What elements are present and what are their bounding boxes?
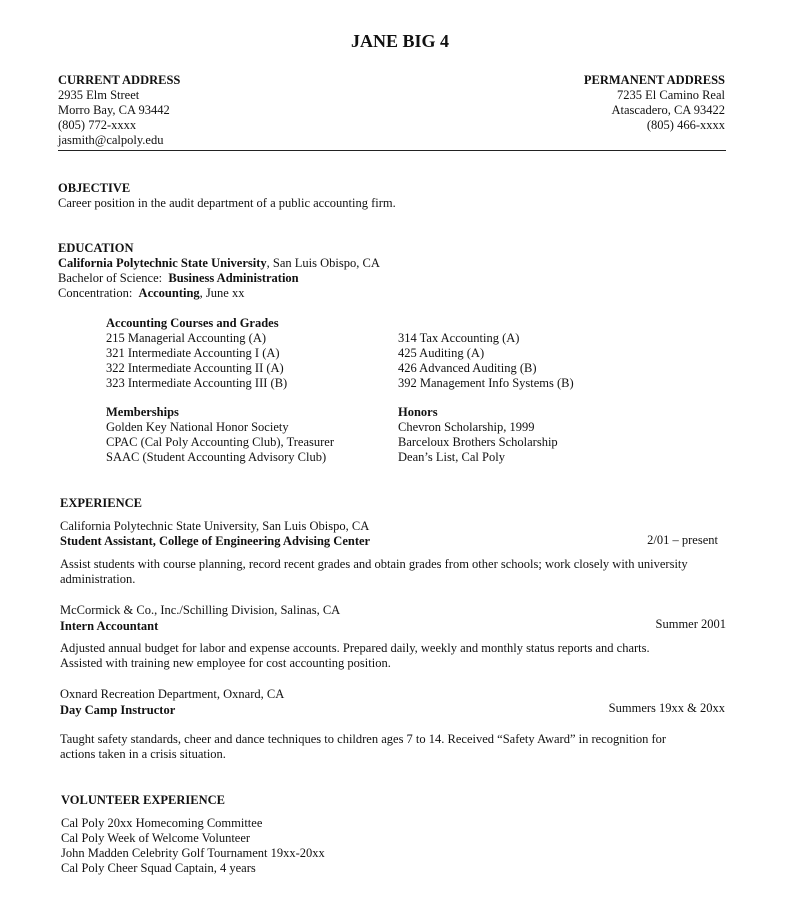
courses-right (398, 331, 574, 391)
course-item: 321 Intermediate Accounting I (A) (106, 346, 280, 360)
volunteer-item: John Madden Celebrity Golf Tournament 19xx-20xx (61, 846, 325, 860)
permanent-address-heading: PERMANENT ADDRESS (583, 73, 725, 87)
resume-name: JANE BIG 4 (350, 31, 449, 51)
education-school (58, 256, 380, 271)
school-name: California Polytechnic State University (58, 256, 267, 270)
courses-heading: Accounting Courses and Grades (106, 316, 279, 330)
membership-item: CPAC (Cal Poly Accounting Club), Treasurer (106, 435, 335, 449)
permanent-address-line: Atascadero, CA 93422 (611, 103, 725, 117)
job-description (60, 732, 666, 762)
concentration-date: , June xx (199, 286, 245, 300)
job-employer: McCormick & Co., Inc./Schilling Division, Salinas, CA (60, 603, 341, 617)
header-divider (58, 150, 726, 151)
degree-prefix: Bachelor of Science: (58, 271, 169, 285)
course-item: 323 Intermediate Accounting III (B) (106, 376, 288, 390)
job-employer: Oxnard Recreation Department, Oxnard, CA (60, 687, 285, 701)
experience-heading: EXPERIENCE (60, 496, 142, 510)
current-address-heading: CURRENT ADDRESS (58, 73, 181, 87)
job-description-line: actions taken in a crisis situation. (60, 747, 226, 761)
education-degree (58, 271, 380, 286)
job-description-line: Assisted with training new employee for cost accounting position. (60, 656, 391, 670)
current-address-line: 2935 Elm Street (58, 88, 140, 102)
job-description-line: administration. (60, 572, 136, 586)
education-concentration (58, 286, 380, 301)
job-description (60, 557, 688, 587)
concentration-prefix: Concentration: (58, 286, 139, 300)
education-section (58, 241, 380, 301)
job-title: Day Camp Instructor (60, 703, 176, 717)
volunteer-item: Cal Poly Week of Welcome Volunteer (61, 831, 251, 845)
volunteer-item: Cal Poly 20xx Homecoming Committee (61, 816, 263, 830)
permanent-address-line: (805) 466-xxxx (646, 118, 725, 132)
school-location: , San Luis Obispo, CA (266, 256, 380, 270)
membership-item: Golden Key National Honor Society (106, 420, 289, 434)
memberships-heading: Memberships (106, 405, 179, 419)
courses-left (106, 316, 287, 391)
education-heading: EDUCATION (58, 241, 134, 255)
course-item: 314 Tax Accounting (A) (398, 331, 520, 345)
volunteer-list (61, 816, 325, 876)
honor-item: Dean’s List, Cal Poly (398, 450, 505, 464)
permanent-address (584, 73, 725, 133)
job-description-line: Taught safety standards, cheer and dance techniques to children ages 7 to 14. Received “Safety Award” in recognition for (60, 732, 667, 746)
job-title: Intern Accountant (60, 619, 159, 633)
job-description-line: Assist students with course planning, record recent grades and obtain grades from other schools; work closely with university (60, 557, 688, 571)
job-title: Student Assistant, College of Engineering Advising Center (60, 534, 371, 548)
membership-item: SAAC (Student Accounting Advisory Club) (106, 450, 327, 464)
job-dates: Summer 2001 (655, 617, 726, 631)
course-item: 322 Intermediate Accounting II (A) (106, 361, 284, 375)
permanent-address-line: 7235 El Camino Real (617, 88, 725, 102)
honors (398, 405, 558, 465)
degree-major: Business Administration (168, 271, 299, 285)
job-description (60, 641, 650, 671)
job-dates: Summers 19xx & 20xx (608, 701, 725, 715)
current-address-email: jasmith@calpoly.edu (58, 133, 164, 147)
current-address-line: Morro Bay, CA 93442 (58, 103, 170, 117)
honor-item: Barceloux Brothers Scholarship (398, 435, 558, 449)
course-item: 425 Auditing (A) (398, 346, 485, 360)
objective-heading: OBJECTIVE (58, 181, 131, 195)
course-item: 215 Managerial Accounting (A) (106, 331, 267, 345)
job-description-line: Adjusted annual budget for labor and expense accounts. Prepared daily, weekly and monthly status reports and charts. (60, 641, 650, 655)
job-dates: 2/01 – present (647, 533, 718, 547)
honor-item: Chevron Scholarship, 1999 (398, 420, 535, 434)
objective-text: Career position in the audit department of a public accounting firm. (58, 196, 396, 210)
memberships (106, 405, 334, 465)
volunteer-item: Cal Poly Cheer Squad Captain, 4 years (61, 861, 256, 875)
job-employer: California Polytechnic State University, San Luis Obispo, CA (60, 519, 370, 533)
course-item: 392 Management Info Systems (B) (398, 376, 574, 390)
objective-section (58, 181, 396, 211)
course-item: 426 Advanced Auditing (B) (398, 361, 537, 375)
concentration-name: Accounting (138, 286, 200, 300)
volunteer-heading: VOLUNTEER EXPERIENCE (61, 793, 226, 807)
current-address (58, 73, 180, 148)
current-address-line: (805) 772-xxxx (58, 118, 137, 132)
honors-heading: Honors (398, 405, 438, 419)
